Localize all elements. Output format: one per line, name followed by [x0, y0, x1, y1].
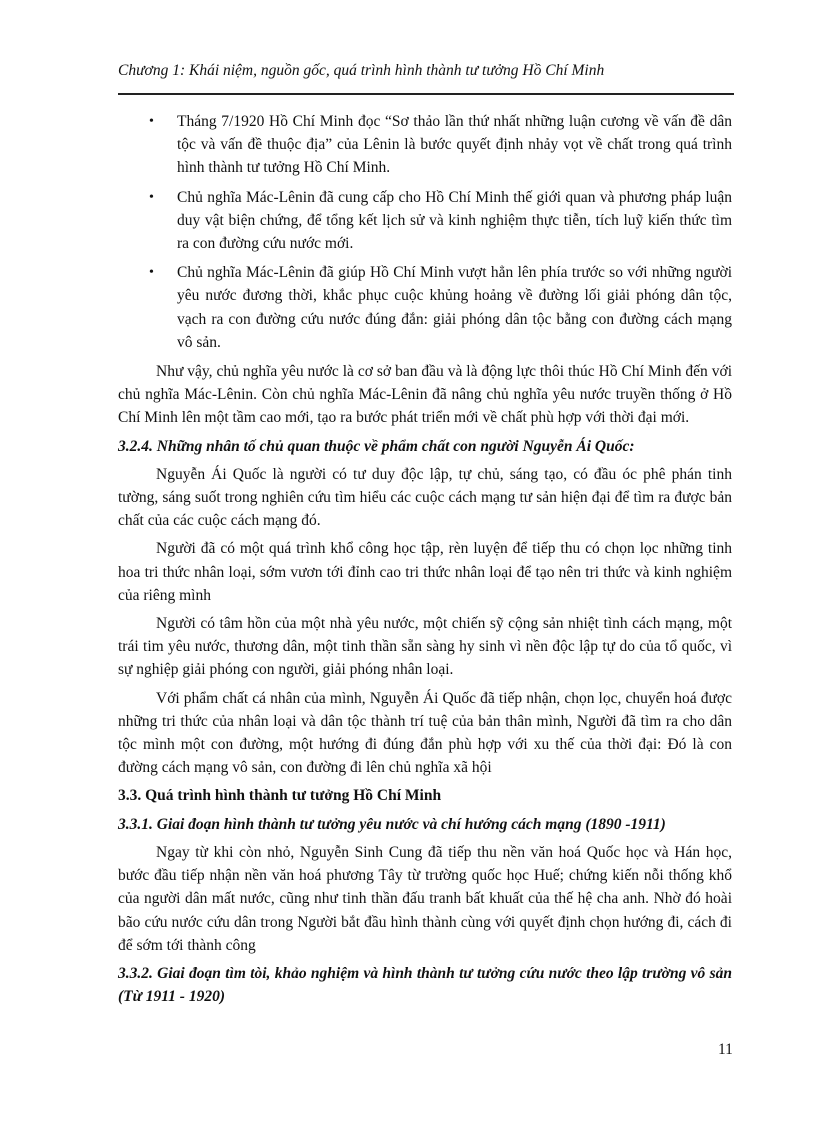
list-item — [118, 110, 732, 180]
paragraph-conclusion: Như vậy, chủ nghĩa yêu nước là cơ sở ban đầu và là động lực thôi thúc Hồ Chí Minh đến với chủ nghĩa Mác-Lênin. Còn chủ nghĩa Mác-Lênin đã nâng chủ nghĩa yêu nước truyền thống ở Hồ Chí Minh lên một tầm cao mới, tạo ra bước phát triển mới về chất phù hợp với thời đại mới. — [118, 363, 732, 427]
bullet-list — [118, 110, 732, 354]
bullet-text: Tháng 7/1920 Hồ Chí Minh đọc “Sơ thảo lần thứ nhất những luận cương về vấn đề dân tộc và vấn đề thuộc địa” của Lênin là bước quyết định nhảy vọt về chất trong quá trình hình thành tư tưởng Hồ Chí Minh. — [177, 113, 732, 177]
paragraph: Người đã có một quá trình khổ công học tập, rèn luyện để tiếp thu có chọn lọc những tinh hoa tri thức nhân loại, sớm vươn tới đỉnh cao tri thức nhân loại để tạo nên tri thức và kinh nghiệm của riêng mình — [118, 540, 732, 604]
bullet-icon: • — [149, 114, 154, 129]
bullet-text: Chủ nghĩa Mác-Lênin đã cung cấp cho Hồ Chí Minh thế giới quan và phương pháp luận duy vật biện chứng, để tổng kết lịch sử và kinh nghiệm thực tiễn, tích luỹ kiến thức tìm ra con đường cứu nước mới. — [177, 188, 732, 253]
running-header: Chương 1: Khái niệm, nguồn gốc, quá trình hình thành tư tưởng Hồ Chí Minh — [118, 62, 605, 79]
paragraph: Người có tâm hồn của một nhà yêu nước, một chiến sỹ cộng sản nhiệt tình cách mạng, một trái tim yêu nước, thương dân, một tinh thần sẵn sàng hy sinh vì nền độc lập tự do của tổ quốc, vì sự nghiệp giải phóng con người, giải phóng nhân loại. — [118, 615, 732, 679]
paragraph: Nguyễn Ái Quốc là người có tư duy độc lập, tự chủ, sáng tạo, có đầu óc phê phán tinh tường, sáng suốt trong nghiên cứu tìm hiểu các cuộc cách mạng tư sản hiện đại để tìm ra được bản chất của các cuộc cách mạng đó. — [118, 465, 732, 530]
bullet-icon: • — [149, 265, 154, 281]
bullet-icon: • — [149, 189, 154, 205]
section-heading-3-3: 3.3. Quá trình hình thành tư tưởng Hồ Chí Minh — [118, 787, 442, 805]
page-number: 11 — [718, 1041, 733, 1058]
list-item — [118, 261, 732, 354]
header-divider — [118, 93, 734, 95]
paragraph: Với phẩm chất cá nhân của mình, Nguyễn Ái Quốc đã tiếp nhận, chọn lọc, chuyển hoá được những tri thức của nhân loại và dân tộc thành trí tuệ của bản thân mình, Người đã tìm ra cho dân tộc mình một con đường, một hướng đi đúng đắn phù hợp với xu thế của thời đại: Đó là con đường cách mạng vô sản, con đường đi lên chủ nghĩa xã hội — [118, 689, 732, 777]
list-item — [118, 186, 732, 256]
bullet-text: Chủ nghĩa Mác-Lênin đã giúp Hồ Chí Minh vượt hẳn lên phía trước so với những người yêu nước đương thời, khắc phục cuộc khủng hoảng về đường lối giải phóng dân tộc, vạch ra con đường cứu nước đúng đắn: giải phóng dân tộc bằng con đường cách mạng vô sản. — [177, 264, 732, 351]
section-heading-3-3-2: 3.3.2. Giai đoạn tìm tòi, khảo nghiệm và hình thành tư tưởng cứu nước theo lập trường vô sản (Từ 1911 - 1920) — [118, 964, 732, 1006]
document-body — [118, 110, 732, 1013]
section-heading-3-3-1: 3.3.1. Giai đoạn hình thành tư tưởng yêu nước và chí hướng cách mạng (1890 -1911) — [118, 815, 666, 833]
section-heading-3-2-4: 3.2.4. Những nhân tố chủ quan thuộc về phẩm chất con người Nguyễn Ái Quốc: — [118, 437, 635, 455]
paragraph: Ngay từ khi còn nhỏ, Nguyễn Sinh Cung đã tiếp thu nền văn hoá Quốc học và Hán học, bước đầu tiếp nhận nền văn hoá phương Tây từ trường quốc học Huế; chứng kiến nỗi thống khổ của người dân mất nước, cũng như tinh thần đấu tranh bất khuất của thế hệ cha anh. Nhờ đó hoài bão cứu nước cứu dân trong Người bắt đầu hình thành cùng với quyết định chọn hướng đi, cách đi để sớm tới thành công — [118, 843, 732, 954]
